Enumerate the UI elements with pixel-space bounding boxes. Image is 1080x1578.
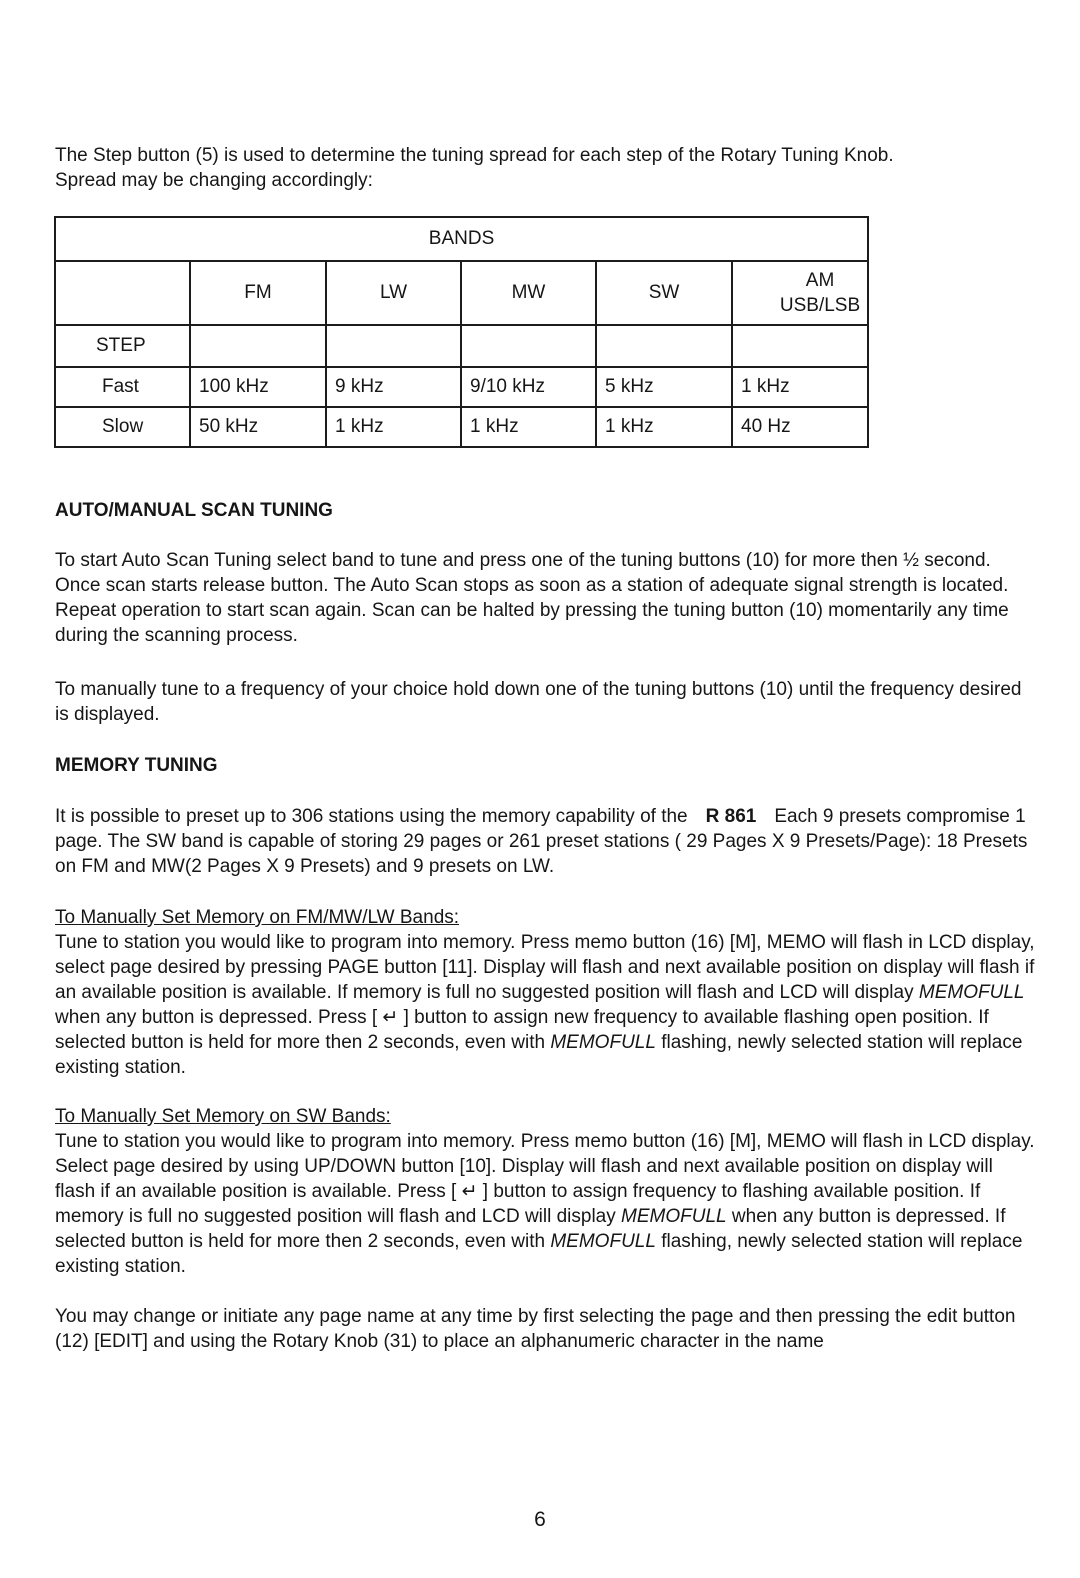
memofull-label: MEMOFULL — [550, 1231, 656, 1252]
band-header-am-line1: AM — [805, 270, 835, 291]
band-header-am-line2: USB/LSB — [779, 295, 861, 316]
sw-memory-title: To Manually Set Memory on SW Bands: — [55, 1106, 391, 1127]
table-cell: 1 kHz — [326, 407, 461, 447]
model-name: R 861 — [705, 806, 757, 827]
memofull-label: MEMOFULL — [621, 1206, 727, 1227]
row-label-slow: Slow — [55, 407, 190, 447]
step-empty-cell — [596, 325, 732, 367]
sw-memory-text-3: flashing, newly selected station will replace existing station. — [55, 1231, 1023, 1277]
table-cell: 1 kHz — [596, 407, 732, 447]
band-header-lw: LW — [326, 261, 461, 325]
step-label: STEP — [55, 325, 190, 367]
memofull-label: MEMOFULL — [550, 1032, 656, 1053]
table-cell: 1 kHz — [732, 367, 868, 407]
table-cell: 100 kHz — [190, 367, 326, 407]
memofull-label: MEMOFULL — [918, 982, 1025, 1003]
band-header-sw: SW — [596, 261, 732, 325]
table-cell: 40 Hz — [732, 407, 868, 447]
memory-capacity-paragraph — [55, 804, 1035, 879]
table-cell: 9 kHz — [326, 367, 461, 407]
fm-memory-text-2: when any button is depressed. Press [ ↵ ] button to assign new frequency to available flashing open position. If selected button is held for more then 2 seconds, even with — [55, 1007, 989, 1053]
auto-scan-paragraph: To start Auto Scan Tuning select band to tune and press one of the tuning buttons (10) for more then ½ second. Once scan starts release button. The Auto Scan stops as soon as a station of adequate signal strength is located. Repeat operation to start scan again. Scan can be halted by pressing the tuning button (10) momentarily any time during the scanning process. — [55, 550, 1009, 646]
table-cell: 5 kHz — [596, 367, 732, 407]
header-empty-cell — [55, 261, 190, 325]
fm-memory-title: To Manually Set Memory on FM/MW/LW Bands: — [55, 907, 460, 928]
band-header-am — [732, 261, 868, 325]
table-cell: 1 kHz — [461, 407, 596, 447]
step-empty-cell — [190, 325, 326, 367]
memory-tuning-heading: MEMORY TUNING — [55, 755, 218, 776]
sw-memory-text-1: Tune to station you would like to program into memory. Press memo button (16) [M], MEMO will flash in LCD display. Select page desired by using UP/DOWN button [10]. Display will flash and next available position on display will flash if an available position is available. Press [ ↵ ] button to assign frequency to flashing available position. If memory is full no suggested position will flash and LCD will display — [55, 1131, 1035, 1227]
auto-manual-heading: AUTO/MANUAL SCAN TUNING — [55, 500, 333, 521]
memory-capacity-text-a: It is possible to preset up to 306 stations using the memory capability of the — [55, 806, 688, 827]
band-header-fm: FM — [190, 261, 326, 325]
table-row-fast — [55, 367, 868, 407]
fm-memory-text-3: flashing, newly selected station will replace existing station. — [55, 1032, 1023, 1078]
memory-capacity-text-b: Each 9 presets compromise 1 page. The SW band is capable of storing 29 pages or 261 preset stations ( 29 Pages X 9 Presets/Page): 18 Presets on FM and MW(2 Pages X 9 Presets) and 9 presets on LW. — [55, 806, 1028, 877]
intro-paragraph — [55, 143, 1035, 193]
band-header-mw: MW — [461, 261, 596, 325]
page-name-paragraph: You may change or initiate any page name at any time by first selecting the page and then pressing the edit button (12) [EDIT] and using the Rotary Knob (31) to place an alphanumeric character in the name — [55, 1306, 1016, 1352]
sw-memory-paragraph — [55, 1104, 1035, 1279]
row-label-fast: Fast — [55, 367, 190, 407]
step-empty-cell — [461, 325, 596, 367]
intro-line-2: Spread may be changing accordingly: — [55, 170, 373, 191]
table-row-slow — [55, 407, 868, 447]
bands-title: BANDS — [55, 217, 868, 261]
manual-tune-paragraph: To manually tune to a frequency of your choice hold down one of the tuning buttons (10) until the frequency desired is displayed. — [55, 679, 1022, 725]
table-cell: 9/10 kHz — [461, 367, 596, 407]
fm-memory-paragraph — [55, 905, 1035, 1080]
page-number: 6 — [534, 1508, 546, 1531]
intro-line-1: The Step button (5) is used to determine the tuning spread for each step of the Rotary Tuning Knob. — [55, 145, 894, 166]
step-empty-cell — [326, 325, 461, 367]
table-cell: 50 kHz — [190, 407, 326, 447]
fm-memory-text-1: Tune to station you would like to program into memory. Press memo button (16) [M], MEMO will flash in LCD display, select page desired by pressing PAGE button [11]. Display will flash and next available position on display will flash if an available position is available. If memory is full no suggested position will flash and LCD will display — [55, 932, 1035, 1003]
sw-memory-text-2: when any button is depressed. If selected button is held for more then 2 seconds, even with — [55, 1206, 1006, 1252]
step-empty-cell — [732, 325, 868, 367]
tuning-step-table — [54, 216, 869, 448]
